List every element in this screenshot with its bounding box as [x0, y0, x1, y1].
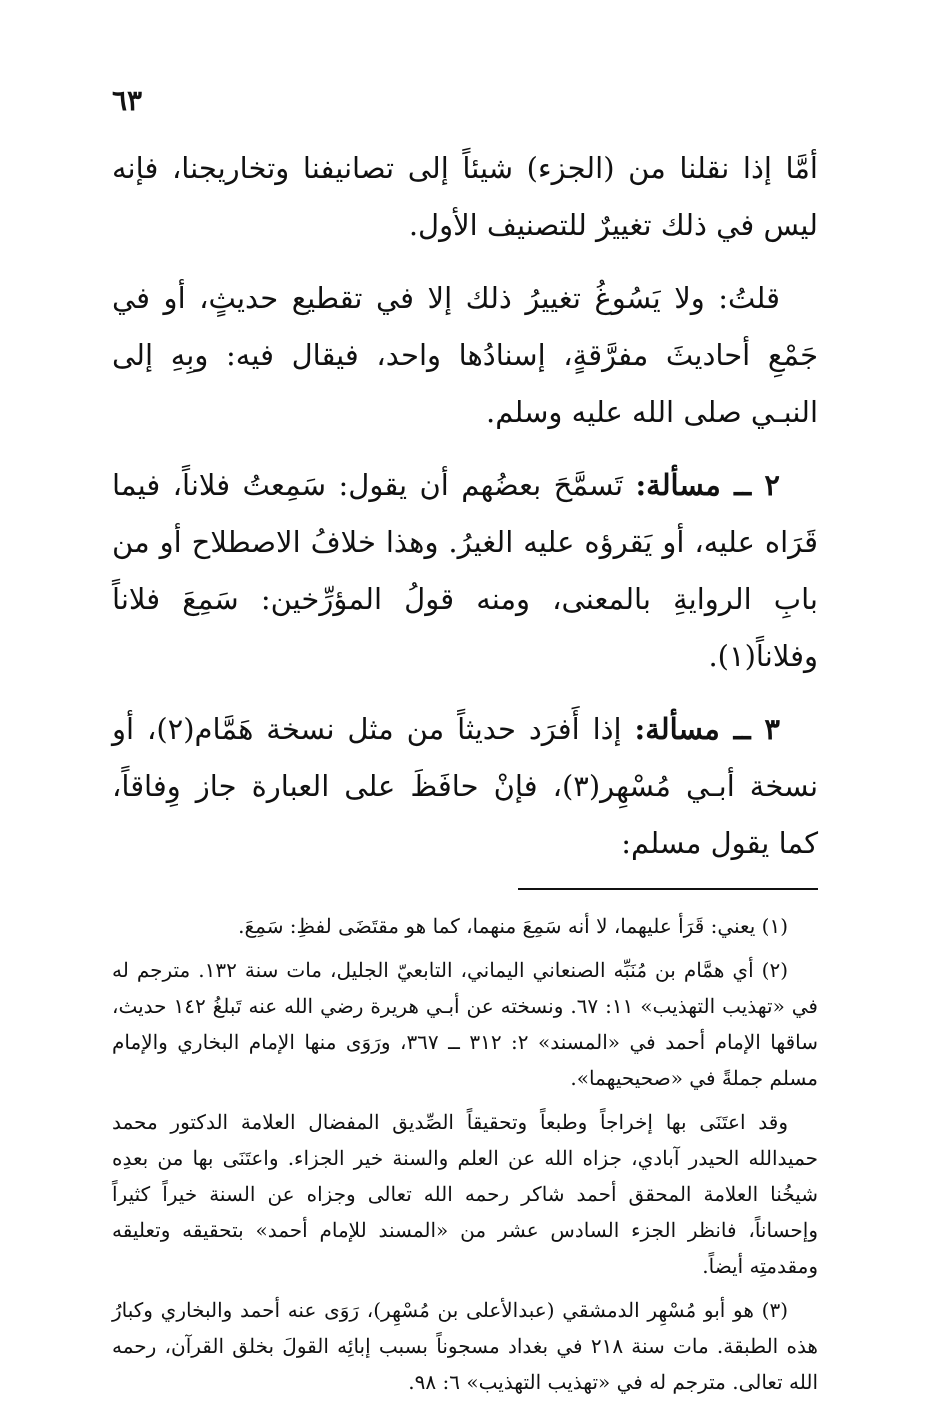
footnotes: [112, 908, 818, 1400]
paragraph-4: [112, 701, 818, 872]
footnote-2: (٢) أي همَّام بن مُنَبِّه الصنعاني اليماني، التابعيّ الجليل، مات سنة ١٣٢. مترجم له في «تهذيب التهذيب» ١١: ٦٧. ونسخته عن أبـي هريرة رضي الله عنه تَبلغُ ١٤٢ حديث، ساقها الإمام أحمد في «المسند» ٢: ٣١٢ ــ ٣٦٧، ورَوَى منها الإمام البخاري والإمام مسلم جملةً في «صحيحيهما».: [112, 958, 818, 1090]
paragraph-1: أمَّا إذا نقلنا من (الجزء) شيئاً إلى تصانيفنا وتخاريجنا، فإنه ليس في ذلك تغييرٌ للتصنيف الأول.: [112, 151, 818, 242]
page-number: ٦٣: [112, 84, 143, 117]
issue-3-text: إذا أَفرَد حديثاً من مثل نسخة هَمَّام(٢)، أو نسخة أبـي مُسْهِر(٣)، فإنْ حافَظَ على العبارة جاز وِفاقاً، كما يقول مسلم:: [112, 712, 819, 860]
page-body: [112, 80, 818, 1408]
paragraph-3: [112, 457, 818, 685]
issue-2-label: ٢ ــ مسألة:: [635, 468, 780, 502]
issue-3-label: ٣ ــ مسألة:: [634, 712, 780, 746]
footnote-1: (١) يعني: قَرَأ عليهما، لا أنه سَمِعَ منهما، كما هو مقتَضَى لفظِ: سَمِعَ.: [238, 914, 788, 938]
main-text: [112, 140, 818, 872]
paragraph-2: قلتُ: ولا يَسُوغُ تغييرُ ذلك إلا في تقطيع حديثٍ، أو في جَمْعِ أحاديثَ مفرَّقةٍ، إسنادُها واحد، فيقال فيه: وبِهِ إلى النبـي صلى الله عليه وسلم.: [112, 281, 818, 429]
footnote-2-continuation: وقد اعتَنَى بها إخراجاً وطبعاً وتحقيقاً الصِّديق المفضال العلامة الدكتور محمد حميدالله الحيدر آبادي، جزاه الله عن العلم والسنة خير الجزاء. واعتَنَى بها من بعدِه شيخُنا العلامة المحقق أحمد شاكر رحمه الله تعالى وجزاه عن السنة خيراً كثيراً وإحساناً، فانظر الجزء السادس عشر من «المسند للإمام أحمد» بتحقيقه وتعليقه ومقدمتِه أيضاً.: [112, 1110, 818, 1278]
footnote-3: (٣) هو أبو مُسْهِر الدمشقي (عبدالأعلى بن مُسْهِر)، رَوَى عنه أحمد والبخاري وكبارُ هذه الطبقة. مات سنة ٢١٨ في بغداد مسجوناً بسبب إبائِه القولَ بخلق القرآن، رحمه الله تعالى. مترجم له في «تهذيب التهذيب» ٦: ٩٨.: [112, 1298, 818, 1394]
issue-2-text: تَسمَّحَ بعضُهم أن يقول: سَمِعتُ فلاناً، فيما قَرَاه عليه، أو يَقرؤه عليه الغيرُ. وهذا خلافُ الاصطلاح أو من بابِ الروايةِ بالمعنى، ومنه قولُ المؤرِّخين: سَمِعَ فلاناً وفلاناً(١).: [112, 468, 818, 673]
footnote-divider: [518, 888, 818, 890]
